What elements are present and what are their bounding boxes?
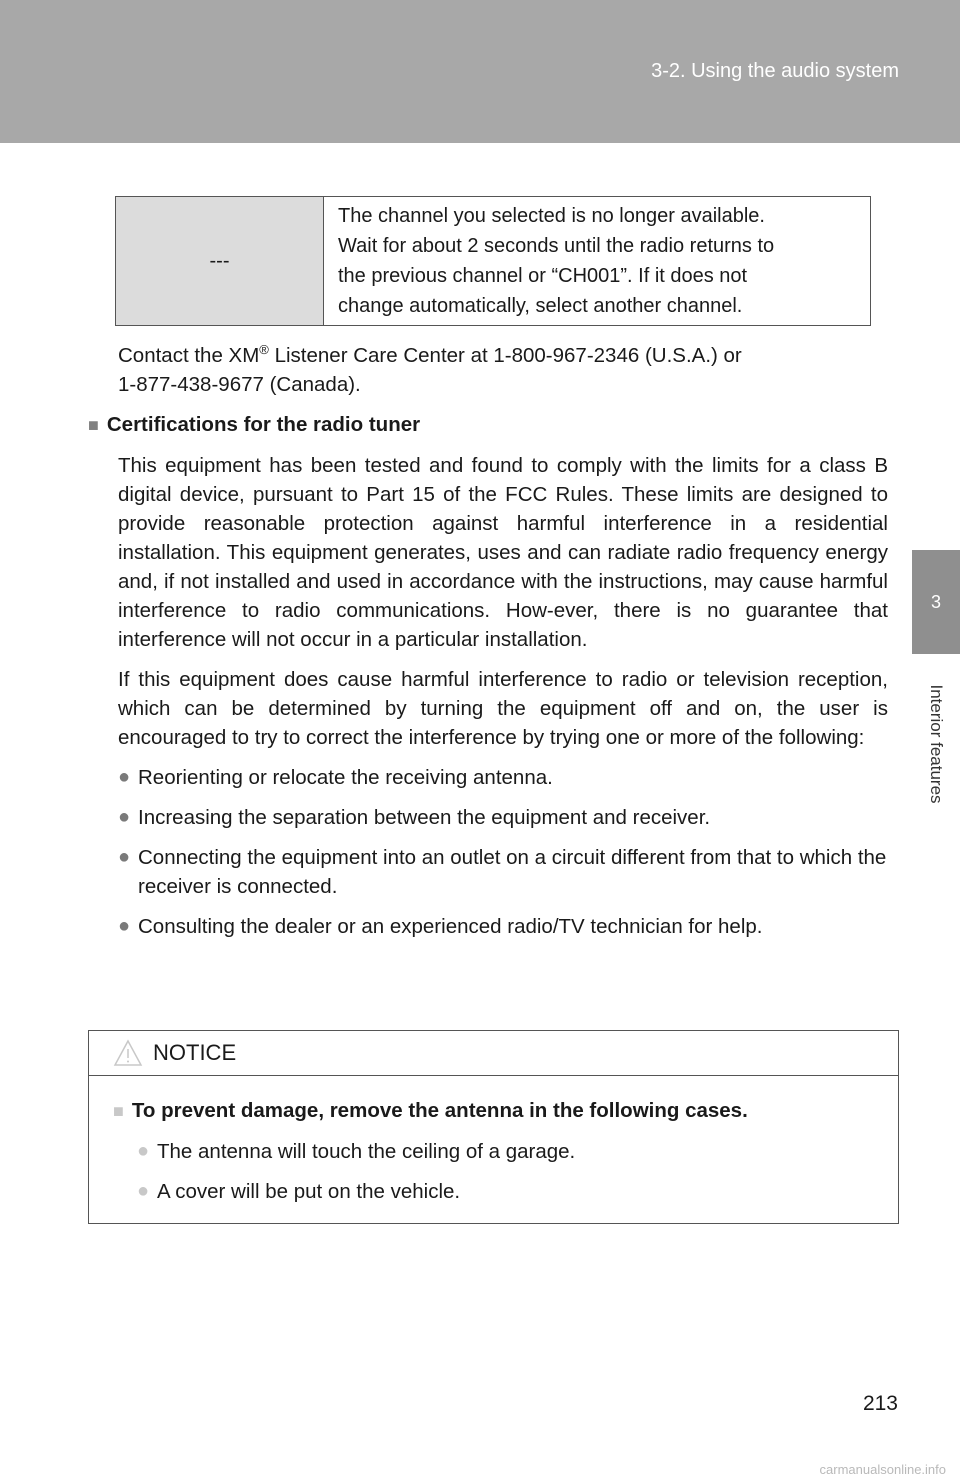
circle-bullet-icon: ● <box>137 1180 150 1202</box>
message-code: --- <box>116 197 324 325</box>
message-description <box>324 197 870 325</box>
circle-bullet-icon: ● <box>118 845 131 868</box>
page-number: 213 <box>862 1392 898 1415</box>
registered-mark: ® <box>259 342 269 357</box>
list-item: ● Connecting the equipment into an outlet on a circuit different from that to which the receiver is connected. <box>88 843 888 901</box>
list-item: ● Reorienting or relocate the receiving antenna. <box>88 763 888 792</box>
message-line: Wait for about 2 seconds until the radio returns to <box>338 235 775 257</box>
circle-bullet-icon: ● <box>118 914 131 937</box>
message-table <box>115 196 871 326</box>
notice-box <box>88 1030 899 1224</box>
circle-bullet-icon: ● <box>118 765 131 788</box>
list-item: ● Consulting the dealer or an experienced radio/TV technician for help. <box>88 912 888 941</box>
message-line: change automatically, select another channel. <box>338 295 743 317</box>
certifications-heading: ■ Certifications for the radio tuner <box>88 412 421 436</box>
square-bullet-icon: ■ <box>88 414 99 435</box>
list-item: ● A cover will be put on the vehicle. <box>113 1177 898 1206</box>
circle-bullet-icon: ● <box>118 805 131 828</box>
page-header <box>0 0 960 143</box>
chapter-tab[interactable] <box>912 550 960 654</box>
warning-triangle-icon <box>113 1039 143 1067</box>
contact-paragraph: Contact the XM® Listener Care Center at 1-800-967-2346 (U.S.A.) or 1-877-438-9677 (Canada). <box>118 342 742 396</box>
list-item: ● Increasing the separation between the equipment and receiver. <box>88 803 888 832</box>
list-item: ● The antenna will touch the ceiling of a garage. <box>113 1137 898 1166</box>
watermark: carmanualsonline.info <box>819 1462 946 1477</box>
notice-title: NOTICE <box>153 1040 237 1065</box>
body-content <box>88 335 888 941</box>
section-title: 3-2. Using the audio system <box>651 60 899 82</box>
chapter-label: Interior features <box>927 684 946 804</box>
chapter-number: 3 <box>930 591 941 612</box>
notice-header <box>89 1031 898 1076</box>
certifications-paragraph-1: This equipment has been tested and found to comply with the limits for a class B digital device, pursuant to Part 15 of the FCC Rules. These limits are designed to provide reasonable protection against harmful interference in a residential installation. This equipment generates, uses and can radiate radio frequency energy and, if not installed and used in accordance with the instructions, may cause harmful interference to radio communications. How-ever, there is no guarantee that interference will not occur in a particular installation. <box>118 453 888 651</box>
notice-content <box>89 1076 898 1206</box>
notice-heading: ■ To prevent damage, remove the antenna in the following cases. <box>113 1099 748 1122</box>
chapter-label-area <box>912 654 960 834</box>
circle-bullet-icon: ● <box>137 1140 150 1162</box>
message-line: the previous channel or “CH001”. If it does not <box>338 265 748 287</box>
square-bullet-icon: ■ <box>113 1101 124 1121</box>
message-line: The channel you selected is no longer available. <box>338 205 765 227</box>
certifications-paragraph-2: If this equipment does cause harmful interference to radio or television reception, which can be determined by turning the equipment off and on, the user is encouraged to try to correct the interference by trying one or more of the following: <box>118 667 888 749</box>
